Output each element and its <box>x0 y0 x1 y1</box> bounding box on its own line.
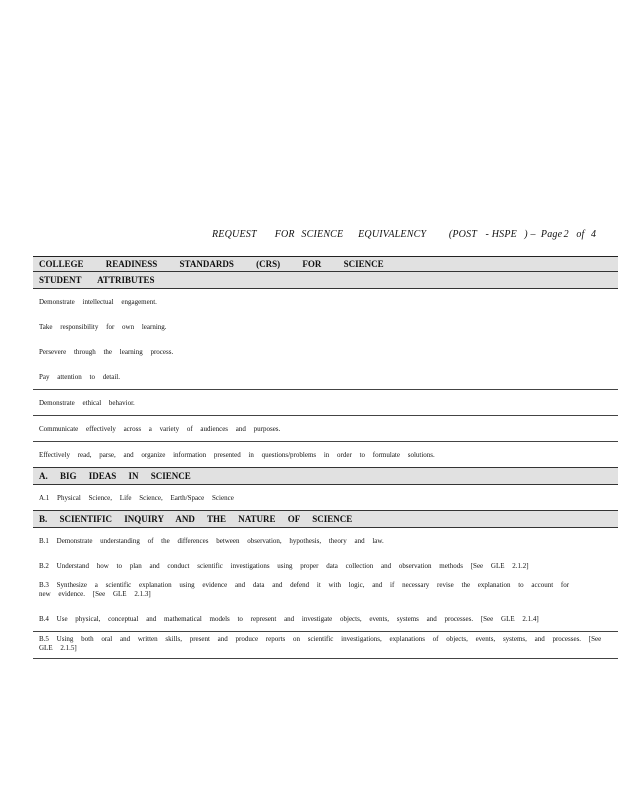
table-row: Demonstrate ethical behavior. <box>33 389 618 415</box>
header-page-total: 4 <box>591 229 597 240</box>
table-row: Communicate effectively across a variety of audiences and purposes. <box>33 415 618 441</box>
header-word-request: REQUEST <box>212 229 257 240</box>
table-row: Effectively read, parse, and organize information presented in questions/problems in order to formulate solutions. <box>33 441 618 467</box>
table-row: Pay attention to detail. <box>39 372 120 381</box>
header-word-post: (POST <box>448 229 478 240</box>
table-row: B.3 Synthesize a scientific explanation using evidence and data and defend it with logic, and if necessary revise the explanation to account for new evidence. [See GLE 2.1.3] <box>39 581 570 598</box>
table-row: B.2 Understand how to plan and conduct scientific investigations using proper data collection and observation methods [See GLE 2.1.2] <box>39 561 529 570</box>
table-row: A.1 Physical Science, Life Science, Earth/Space Science <box>39 493 234 502</box>
table-title: COLLEGE READINESS STANDARDS (CRS) FOR SCIENCE <box>33 256 618 272</box>
header-word-hspe: - HSPE <box>485 229 517 240</box>
table-row: B.1 Demonstrate understanding of the differences between observation, hypothesis, theory and law. <box>39 536 384 545</box>
header-page-number: 2 <box>563 229 569 240</box>
student-attributes-heading: STUDENT ATTRIBUTES <box>33 272 618 289</box>
header-word-page: Page <box>540 229 563 240</box>
section-a-heading: A. BIG IDEAS IN SCIENCE <box>33 467 618 485</box>
table-row: Persevere through the learning process. <box>39 347 174 356</box>
header-word-science: SCIENCE <box>301 229 344 240</box>
table-row: B.4 Use physical, conceptual and mathematical models to represent and investigate objects, events, systems and processes. [See GLE 2.1.4] <box>39 614 539 623</box>
page-header <box>212 229 599 240</box>
table-row: Take responsibility for own learning. <box>39 322 167 331</box>
standards-table <box>33 256 618 659</box>
table-row: Demonstrate intellectual engagement. <box>39 297 157 306</box>
section-b-heading: B. SCIENTIFIC INQUIRY AND THE NATURE OF SCIENCE <box>33 510 618 528</box>
table-row: B.5 Using both oral and written skills, present and produce reports on scientific investigations, explanations of objects, events, systems, and processes. [See GLE 2.1.5] <box>33 631 618 659</box>
header-word-equivalency: EQUIVALENCY <box>358 229 427 240</box>
header-word-for: FOR <box>274 229 295 240</box>
header-word-dash: ) – <box>524 229 536 240</box>
header-word-of: of <box>576 229 585 240</box>
